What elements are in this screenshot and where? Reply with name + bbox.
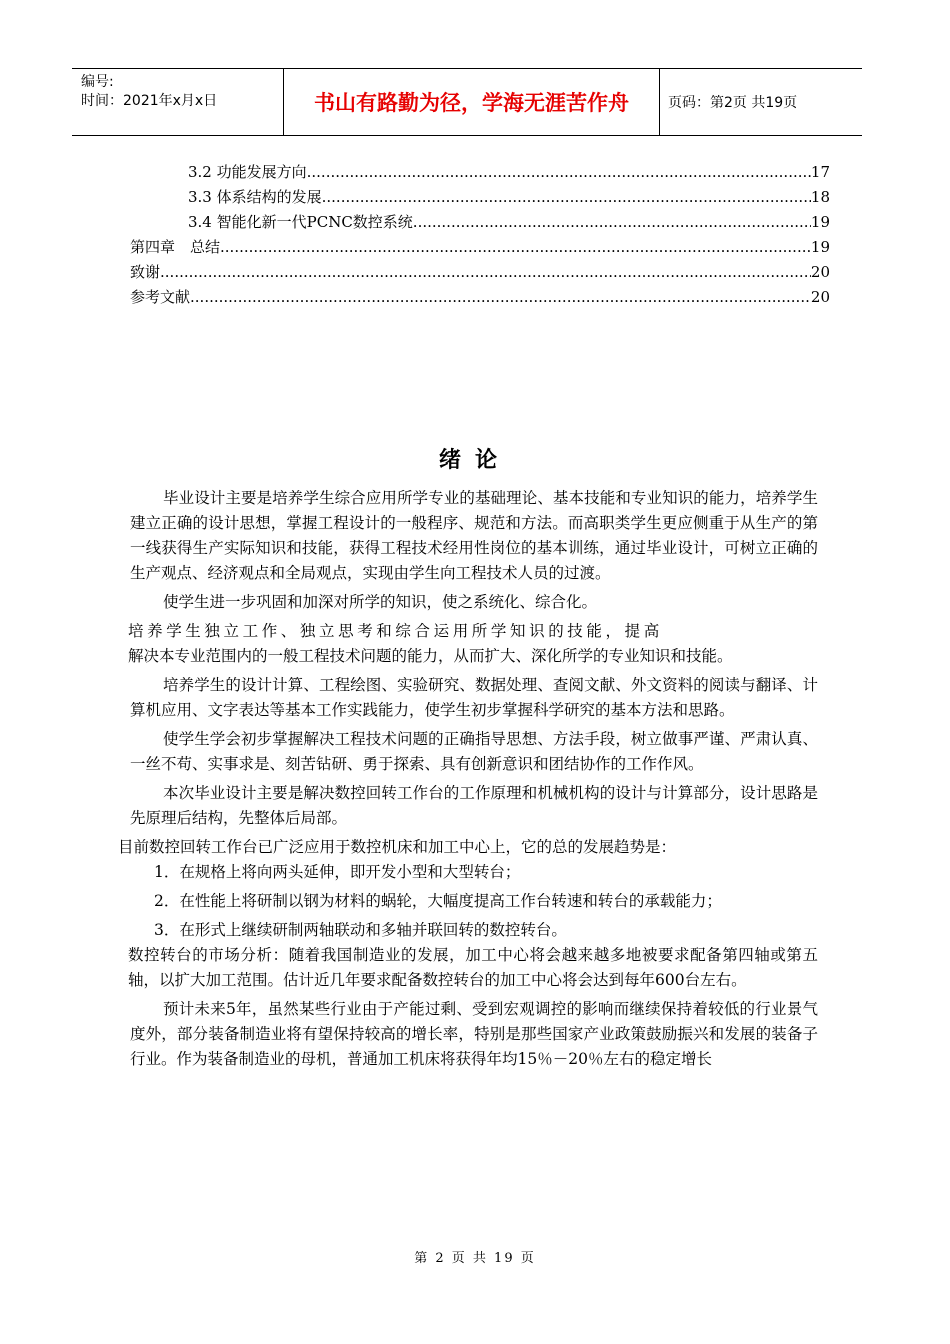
toc-entry-page: 19 (810, 238, 830, 256)
paragraph: 毕业设计主要是培养学生综合应用所学专业的基础理论、基本技能和专业知识的能力，培养学生建立正确的设计思想，掌握工程设计的一般程序、规范和方法。而高职类学生更应侧重于从生产的第一线获得生产实际知识和技能，获得工程技术经用性岗位的基本训练，通过毕业设计，可树立正确的生产观点、经济观点和全局观点，实现由学生向工程技术人员的过渡。 (130, 489, 818, 582)
header-date: 时间：2021年x月x日 (81, 93, 218, 109)
toc-entry-page: 20 (810, 288, 830, 306)
header-motto: 书山有路勤为径，学海无涯苦作舟 (284, 69, 660, 135)
toc-leader (220, 235, 811, 260)
paragraph: 目前数控回转工作台已广泛应用于数控机床和加工中心上，它的总的发展趋势是： (118, 838, 677, 856)
paragraph: 本次毕业设计主要是解决数控回转工作台的工作原理和机械机构的设计与计算部分，设计思路是先原理后结构，先整体后局部。 (130, 784, 818, 827)
toc-entry-title: 参考文献 (130, 288, 191, 306)
toc-entry-title: 3.3 体系结构的发展 (188, 188, 322, 206)
paragraph: 培养学生独立工作、独立思考和综合运用所学知识的技能，提高 (128, 622, 663, 640)
toc-leader (413, 210, 811, 235)
toc-entry[interactable] (130, 285, 830, 310)
toc-entry-title: 3.2 功能发展方向 (188, 163, 307, 181)
toc-leader (190, 285, 811, 310)
list-item: 1．在规格上将向两头延伸，即开发小型和大型转台； (154, 863, 521, 881)
toc-entry[interactable] (130, 260, 830, 285)
header-id-label: 编号: (81, 74, 114, 90)
paragraph: 数控转台的市场分析：随着我国制造业的发展，加工中心将会越来越多地被要求配备第四轴或第五轴，以扩大加工范围。估计近几年要求配备数控转台的加工中心将会达到每年600台左右。 (128, 946, 818, 989)
section-title: 绪论 (438, 448, 511, 473)
toc-entry-page: 17 (810, 163, 830, 181)
paragraph: 解决本专业范围内的一般工程技术问题的能力，从而扩大、深化所学的专业知识和技能。 (128, 647, 733, 665)
toc-entry[interactable] (130, 185, 830, 210)
toc-leader (322, 185, 811, 210)
toc-entry-page: 20 (810, 263, 830, 281)
toc-entry[interactable] (130, 210, 830, 235)
header-table (72, 68, 862, 136)
page-footer: 第 2 页 共 19 页 (414, 1251, 536, 1266)
toc-leader (160, 260, 811, 285)
toc-entry-title: 致谢 (130, 263, 161, 281)
header-meta-cell (72, 69, 284, 135)
toc-entry-page: 18 (810, 188, 830, 206)
toc-entry[interactable] (130, 160, 830, 185)
header-page-code: 页码：第2页 共19页 (668, 95, 798, 111)
paragraph: 预计未来5年，虽然某些行业由于产能过剩、受到宏观调控的影响而继续保持着较低的行业景气度外，部分装备制造业将有望保持较高的增长率，特别是那些国家产业政策鼓励振兴和发展的装备子行业。作为装备制造业的母机，普通加工机床将获得年均15％－20％左右的稳定增长 (130, 1000, 818, 1068)
toc-entry-title: 第四章 总结 (130, 238, 221, 256)
toc-entry[interactable] (130, 235, 830, 260)
paragraph: 培养学生的设计计算、工程绘图、实验研究、数据处理、查阅文献、外文资料的阅读与翻译、计算机应用、文字表达等基本工作实践能力，使学生初步掌握科学研究的基本方法和思路。 (130, 676, 818, 719)
table-of-contents (130, 160, 830, 310)
list-item: 3．在形式上继续研制两轴联动和多轴并联回转的数控转台。 (154, 921, 567, 939)
toc-entry-page: 19 (810, 213, 830, 231)
section-body (118, 486, 818, 1076)
paragraph: 使学生进一步巩固和加深对所学的知识，使之系统化、综合化。 (163, 593, 598, 611)
paragraph: 使学生学会初步掌握解决工程技术问题的正确指导思想、方法手段，树立做事严谨、严肃认真、一丝不苟、实事求是、刻苦钻研、勇于探索、具有创新意识和团结协作的工作作风。 (130, 730, 818, 773)
list-item: 2．在性能上将研制以钢为材料的蜗轮，大幅度提高工作台转速和转台的承载能力； (154, 892, 722, 910)
toc-leader (307, 160, 811, 185)
toc-entry-title: 3.4 智能化新一代PCNC数控系统 (188, 213, 413, 231)
